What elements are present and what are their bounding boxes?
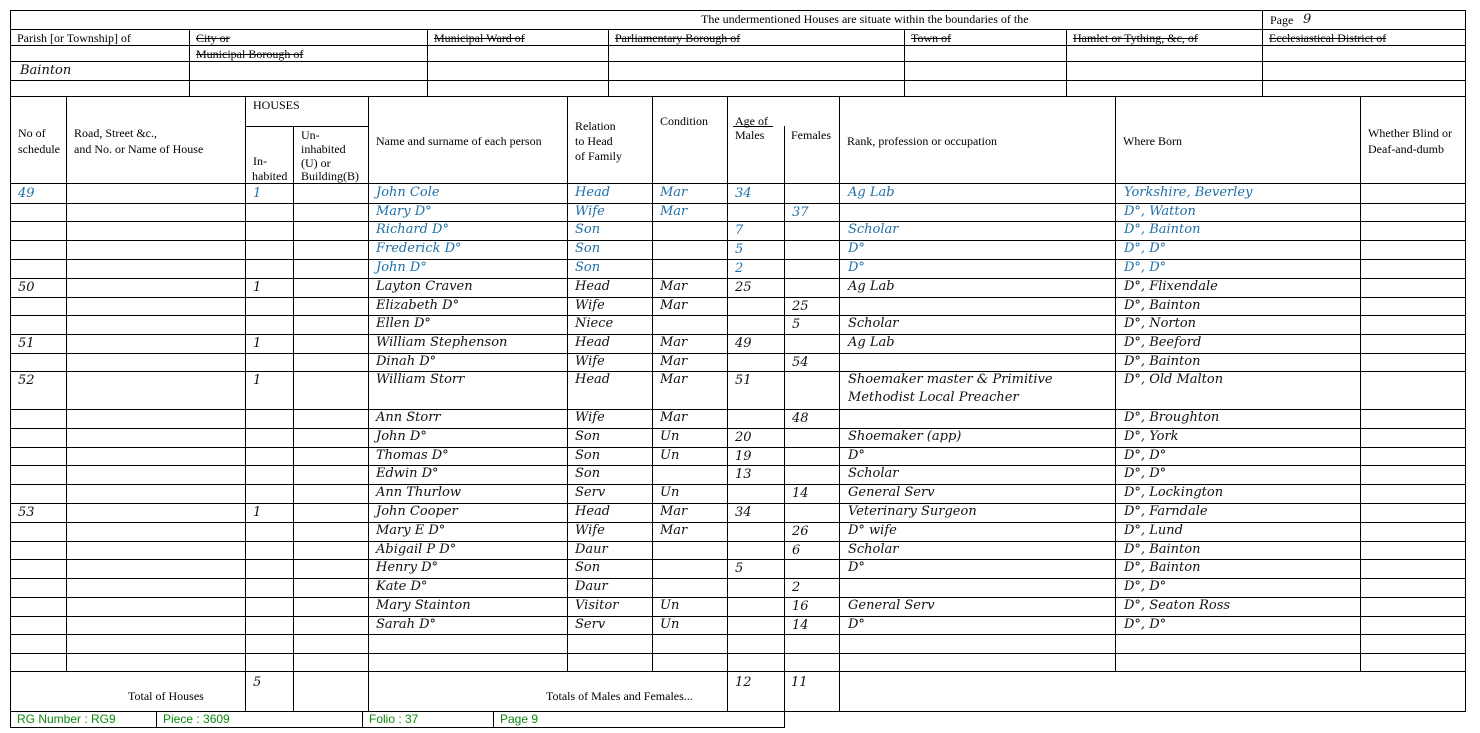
cell-inh: 1 <box>253 505 262 520</box>
cell-rel: Wife <box>575 410 605 425</box>
row-divider <box>10 409 1466 410</box>
row-divider <box>10 634 1466 635</box>
cell-cond: Un <box>660 429 680 444</box>
cell-name: Kate D° <box>376 579 428 594</box>
cell-rel: Visitor <box>575 598 619 613</box>
cell-occ: Shoemaker (app) <box>848 429 962 444</box>
cell-name: Ann Storr <box>376 410 441 425</box>
row-divider <box>10 653 1466 654</box>
city-label: City or <box>196 31 230 45</box>
row-divider <box>10 597 1466 598</box>
cell-inh: 1 <box>253 280 262 295</box>
cell-occ: D° wife <box>848 523 897 538</box>
cell-occ: D° <box>848 241 865 256</box>
cell-female: 26 <box>792 524 809 539</box>
row-divider <box>10 315 1466 316</box>
cell-born: D°, Norton <box>1124 316 1197 331</box>
row-divider <box>10 240 1466 241</box>
cell-female: 14 <box>792 486 809 501</box>
row-divider <box>10 559 1466 560</box>
row-divider <box>10 522 1466 523</box>
cell-male: 20 <box>735 430 752 445</box>
cell-cond: Mar <box>660 372 688 387</box>
cell-occ: General Serv <box>848 598 935 613</box>
cell-rel: Wife <box>575 354 605 369</box>
cell-male: 2 <box>735 261 744 276</box>
hamlet-label: Hamlet or Tything, &c, of <box>1073 31 1198 45</box>
col-uninhabited-4: Building(B) <box>301 169 360 183</box>
cell-name: Layton Craven <box>376 279 473 294</box>
footer-rg: RG Number : RG9 <box>17 712 116 726</box>
cell-name: John Cole <box>376 185 440 200</box>
col-males: Males <box>735 128 765 142</box>
cell-female: 25 <box>792 299 809 314</box>
cell-rel: Son <box>575 260 601 275</box>
cell-occ: Shoemaker master & Primitive <box>848 372 1053 387</box>
cell-male: 19 <box>735 449 752 464</box>
cell-name: Edwin D° <box>376 466 439 481</box>
header-title: The undermentioned Houses are situate within the boundaries of the <box>701 12 1029 26</box>
col-uninhabited-1: Un- <box>301 128 320 142</box>
cell-rel: Head <box>575 372 611 387</box>
row-divider <box>10 541 1466 542</box>
ward-label: Municipal Ward of <box>434 31 525 45</box>
totals-persons-label: Totals of Males and Females... <box>546 689 693 703</box>
cell-rel: Serv <box>575 617 606 632</box>
cell-cond: Un <box>660 448 680 463</box>
cell-sched: 50 <box>18 280 35 295</box>
cell-name: Richard D° <box>376 222 449 237</box>
cell-born: D°, Broughton <box>1124 410 1220 425</box>
cell-cond: Un <box>660 598 680 613</box>
col-age-of: Age of <box>735 114 768 128</box>
col-inhabited-2: habited <box>252 169 288 183</box>
cell-female: 2 <box>792 580 801 595</box>
cell-male: 25 <box>735 280 752 295</box>
cell-name: John D° <box>376 429 427 444</box>
footer-folio: Folio : 37 <box>369 712 419 726</box>
ecclesiastical-label: Ecclesiastical District of <box>1269 31 1387 45</box>
footer-page: Page 9 <box>500 712 539 726</box>
cell-name: Frederick D° <box>376 241 462 256</box>
cell-occ: Ag Lab <box>848 335 895 350</box>
cell-name: Elizabeth D° <box>376 298 460 313</box>
cell-male: 5 <box>735 561 744 576</box>
col-relation-1: Relation <box>575 119 616 133</box>
row-divider <box>10 353 1466 354</box>
total-houses-label: Total of Houses <box>128 689 204 703</box>
cell-cond: Mar <box>660 410 688 425</box>
cell-name: Sarah D° <box>376 617 437 632</box>
col-schedule-1: No of <box>18 126 46 140</box>
town-label: Town of <box>911 31 952 45</box>
cell-rel: Head <box>575 335 611 350</box>
cell-cond: Mar <box>660 523 688 538</box>
cell-born: D°, Bainton <box>1124 354 1201 369</box>
cell-born: D°, Bainton <box>1124 298 1201 313</box>
col-relation-2: to Head <box>575 134 613 148</box>
row-divider <box>10 428 1466 429</box>
row-divider <box>10 334 1466 335</box>
footer-piece: Piece : 3609 <box>163 712 230 726</box>
cell-rel: Wife <box>575 298 605 313</box>
cell-cond: Mar <box>660 185 688 200</box>
cell-occ: Scholar <box>848 316 899 331</box>
col-females: Females <box>791 128 831 142</box>
cell-occ: Scholar <box>848 542 899 557</box>
cell-born: D°, D° <box>1124 466 1167 481</box>
cell-cond: Mar <box>660 504 688 519</box>
cell-male: 49 <box>735 336 752 351</box>
cell-cond: Mar <box>660 335 688 350</box>
cell-name: William Stephenson <box>376 335 508 350</box>
cell-born: D°, Seaton Ross <box>1124 598 1231 613</box>
col-blind-2: Deaf-and-dumb <box>1368 142 1444 156</box>
col-uninhabited-3: (U) or <box>301 156 331 170</box>
cell-name: Ellen D° <box>376 316 431 331</box>
cell-occ: Ag Lab <box>848 279 895 294</box>
cell-occ: D° <box>848 617 865 632</box>
row-divider <box>10 297 1466 298</box>
cell-born: D°, D° <box>1124 260 1167 275</box>
cell-inh: 1 <box>253 186 262 201</box>
cell-rel: Head <box>575 279 611 294</box>
row-divider <box>10 259 1466 260</box>
cell-born: D°, Beeford <box>1124 335 1202 350</box>
parliamentary-label: Parliamentary Borough of <box>615 31 741 45</box>
row-divider <box>10 503 1466 504</box>
row-divider <box>10 371 1466 372</box>
cell-name: William Storr <box>376 372 465 387</box>
cell-born: D°, D° <box>1124 617 1167 632</box>
cell-name: John D° <box>376 260 427 275</box>
cell-born: D°, Lund <box>1124 523 1183 538</box>
row-divider <box>10 203 1466 204</box>
cell-born: Yorkshire, Beverley <box>1124 185 1253 200</box>
cell-female: 48 <box>792 411 809 426</box>
cell-name: John Cooper <box>376 504 458 519</box>
row-divider <box>10 484 1466 485</box>
cell-male: 13 <box>735 467 752 482</box>
row-divider <box>10 671 1466 672</box>
cell-rel: Head <box>575 185 611 200</box>
cell-female: 6 <box>792 543 801 558</box>
cell-cond: Mar <box>660 204 688 219</box>
total-males-value: 12 <box>735 675 752 690</box>
total-females-value: 11 <box>791 675 808 690</box>
cell-occ-continued: Methodist Local Preacher <box>848 390 1019 405</box>
col-condition: Condition <box>660 114 709 128</box>
cell-male: 5 <box>735 242 744 257</box>
cell-born: D°, D° <box>1124 579 1167 594</box>
col-relation-3: of Family <box>575 149 622 163</box>
cell-occ: D° <box>848 260 865 275</box>
col-houses: HOUSES <box>253 98 300 112</box>
cell-rel: Head <box>575 504 611 519</box>
cell-name: Abigail P D° <box>376 542 457 557</box>
cell-name: Dinah D° <box>376 354 437 369</box>
cell-occ: Scholar <box>848 466 899 481</box>
cell-sched: 51 <box>18 336 35 351</box>
cell-rel: Son <box>575 429 601 444</box>
cell-name: Henry D° <box>376 560 439 575</box>
col-born: Where Born <box>1123 134 1182 148</box>
col-uninhabited-2: inhabited <box>301 142 346 156</box>
col-inhabited-1: In- <box>253 154 267 168</box>
cell-rel: Wife <box>575 204 605 219</box>
cell-born: D°, D° <box>1124 241 1167 256</box>
cell-rel: Son <box>575 466 601 481</box>
cell-occ: Veterinary Surgeon <box>848 504 977 519</box>
cell-rel: Wife <box>575 523 605 538</box>
parish-value: Bainton <box>20 63 72 78</box>
cell-born: D°, Farndale <box>1124 504 1208 519</box>
cell-rel: Son <box>575 222 601 237</box>
cell-female: 37 <box>792 205 809 220</box>
cell-female: 14 <box>792 618 809 633</box>
cell-female: 5 <box>792 317 801 332</box>
cell-born: D°, Bainton <box>1124 542 1201 557</box>
cell-rel: Serv <box>575 485 606 500</box>
col-road-2: and No. or Name of House <box>74 142 204 156</box>
total-houses-value: 5 <box>253 675 262 690</box>
col-name: Name and surname of each person <box>376 134 542 148</box>
cell-inh: 1 <box>253 336 262 351</box>
cell-inh: 1 <box>253 373 262 388</box>
cell-born: D°, Watton <box>1124 204 1196 219</box>
cell-rel: Son <box>575 241 601 256</box>
cell-born: D°, Flixendale <box>1124 279 1218 294</box>
cell-male: 34 <box>735 505 752 520</box>
municipal-borough-label: Municipal Borough of <box>196 47 304 61</box>
cell-rel: Niece <box>575 316 614 331</box>
cell-female: 54 <box>792 355 809 370</box>
cell-occ: Scholar <box>848 222 899 237</box>
page-label: Page <box>1270 13 1294 27</box>
cell-born: D°, Old Malton <box>1124 372 1224 387</box>
col-blind-1: Whether Blind or <box>1368 126 1452 140</box>
cell-cond: Un <box>660 617 680 632</box>
cell-name: Ann Thurlow <box>376 485 462 500</box>
row-divider <box>10 616 1466 617</box>
cell-occ: D° <box>848 448 865 463</box>
cell-occ: General Serv <box>848 485 935 500</box>
cell-born: D°, York <box>1124 429 1179 444</box>
row-divider <box>10 278 1466 279</box>
page-number: 9 <box>1303 12 1312 27</box>
row-divider <box>10 465 1466 466</box>
col-schedule-2: schedule <box>18 142 60 156</box>
parish-label: Parish [or Township] of <box>17 31 131 45</box>
col-road-1: Road, Street &c., <box>74 126 157 140</box>
cell-sched: 53 <box>18 505 35 520</box>
cell-born: D°, D° <box>1124 448 1167 463</box>
cell-sched: 49 <box>18 186 35 201</box>
cell-rel: Son <box>575 448 601 463</box>
cell-cond: Mar <box>660 298 688 313</box>
cell-occ: D° <box>848 560 865 575</box>
row-divider <box>10 221 1466 222</box>
cell-rel: Son <box>575 560 601 575</box>
cell-cond: Mar <box>660 354 688 369</box>
row-divider <box>10 447 1466 448</box>
cell-male: 51 <box>735 373 752 388</box>
cell-name: Mary E D° <box>376 523 446 538</box>
cell-name: Thomas D° <box>376 448 449 463</box>
cell-name: Mary D° <box>376 204 432 219</box>
cell-born: D°, Lockington <box>1124 485 1224 500</box>
cell-male: 34 <box>735 186 752 201</box>
cell-name: Mary Stainton <box>376 598 471 613</box>
cell-female: 16 <box>792 599 809 614</box>
col-rank: Rank, profession or occupation <box>847 134 997 148</box>
cell-cond: Un <box>660 485 680 500</box>
row-divider <box>10 578 1466 579</box>
cell-born: D°, Bainton <box>1124 222 1201 237</box>
cell-cond: Mar <box>660 279 688 294</box>
cell-born: D°, Bainton <box>1124 560 1201 575</box>
cell-rel: Daur <box>575 579 608 594</box>
cell-occ: Ag Lab <box>848 185 895 200</box>
cell-rel: Daur <box>575 542 608 557</box>
cell-male: 7 <box>735 223 744 238</box>
cell-sched: 52 <box>18 373 35 388</box>
